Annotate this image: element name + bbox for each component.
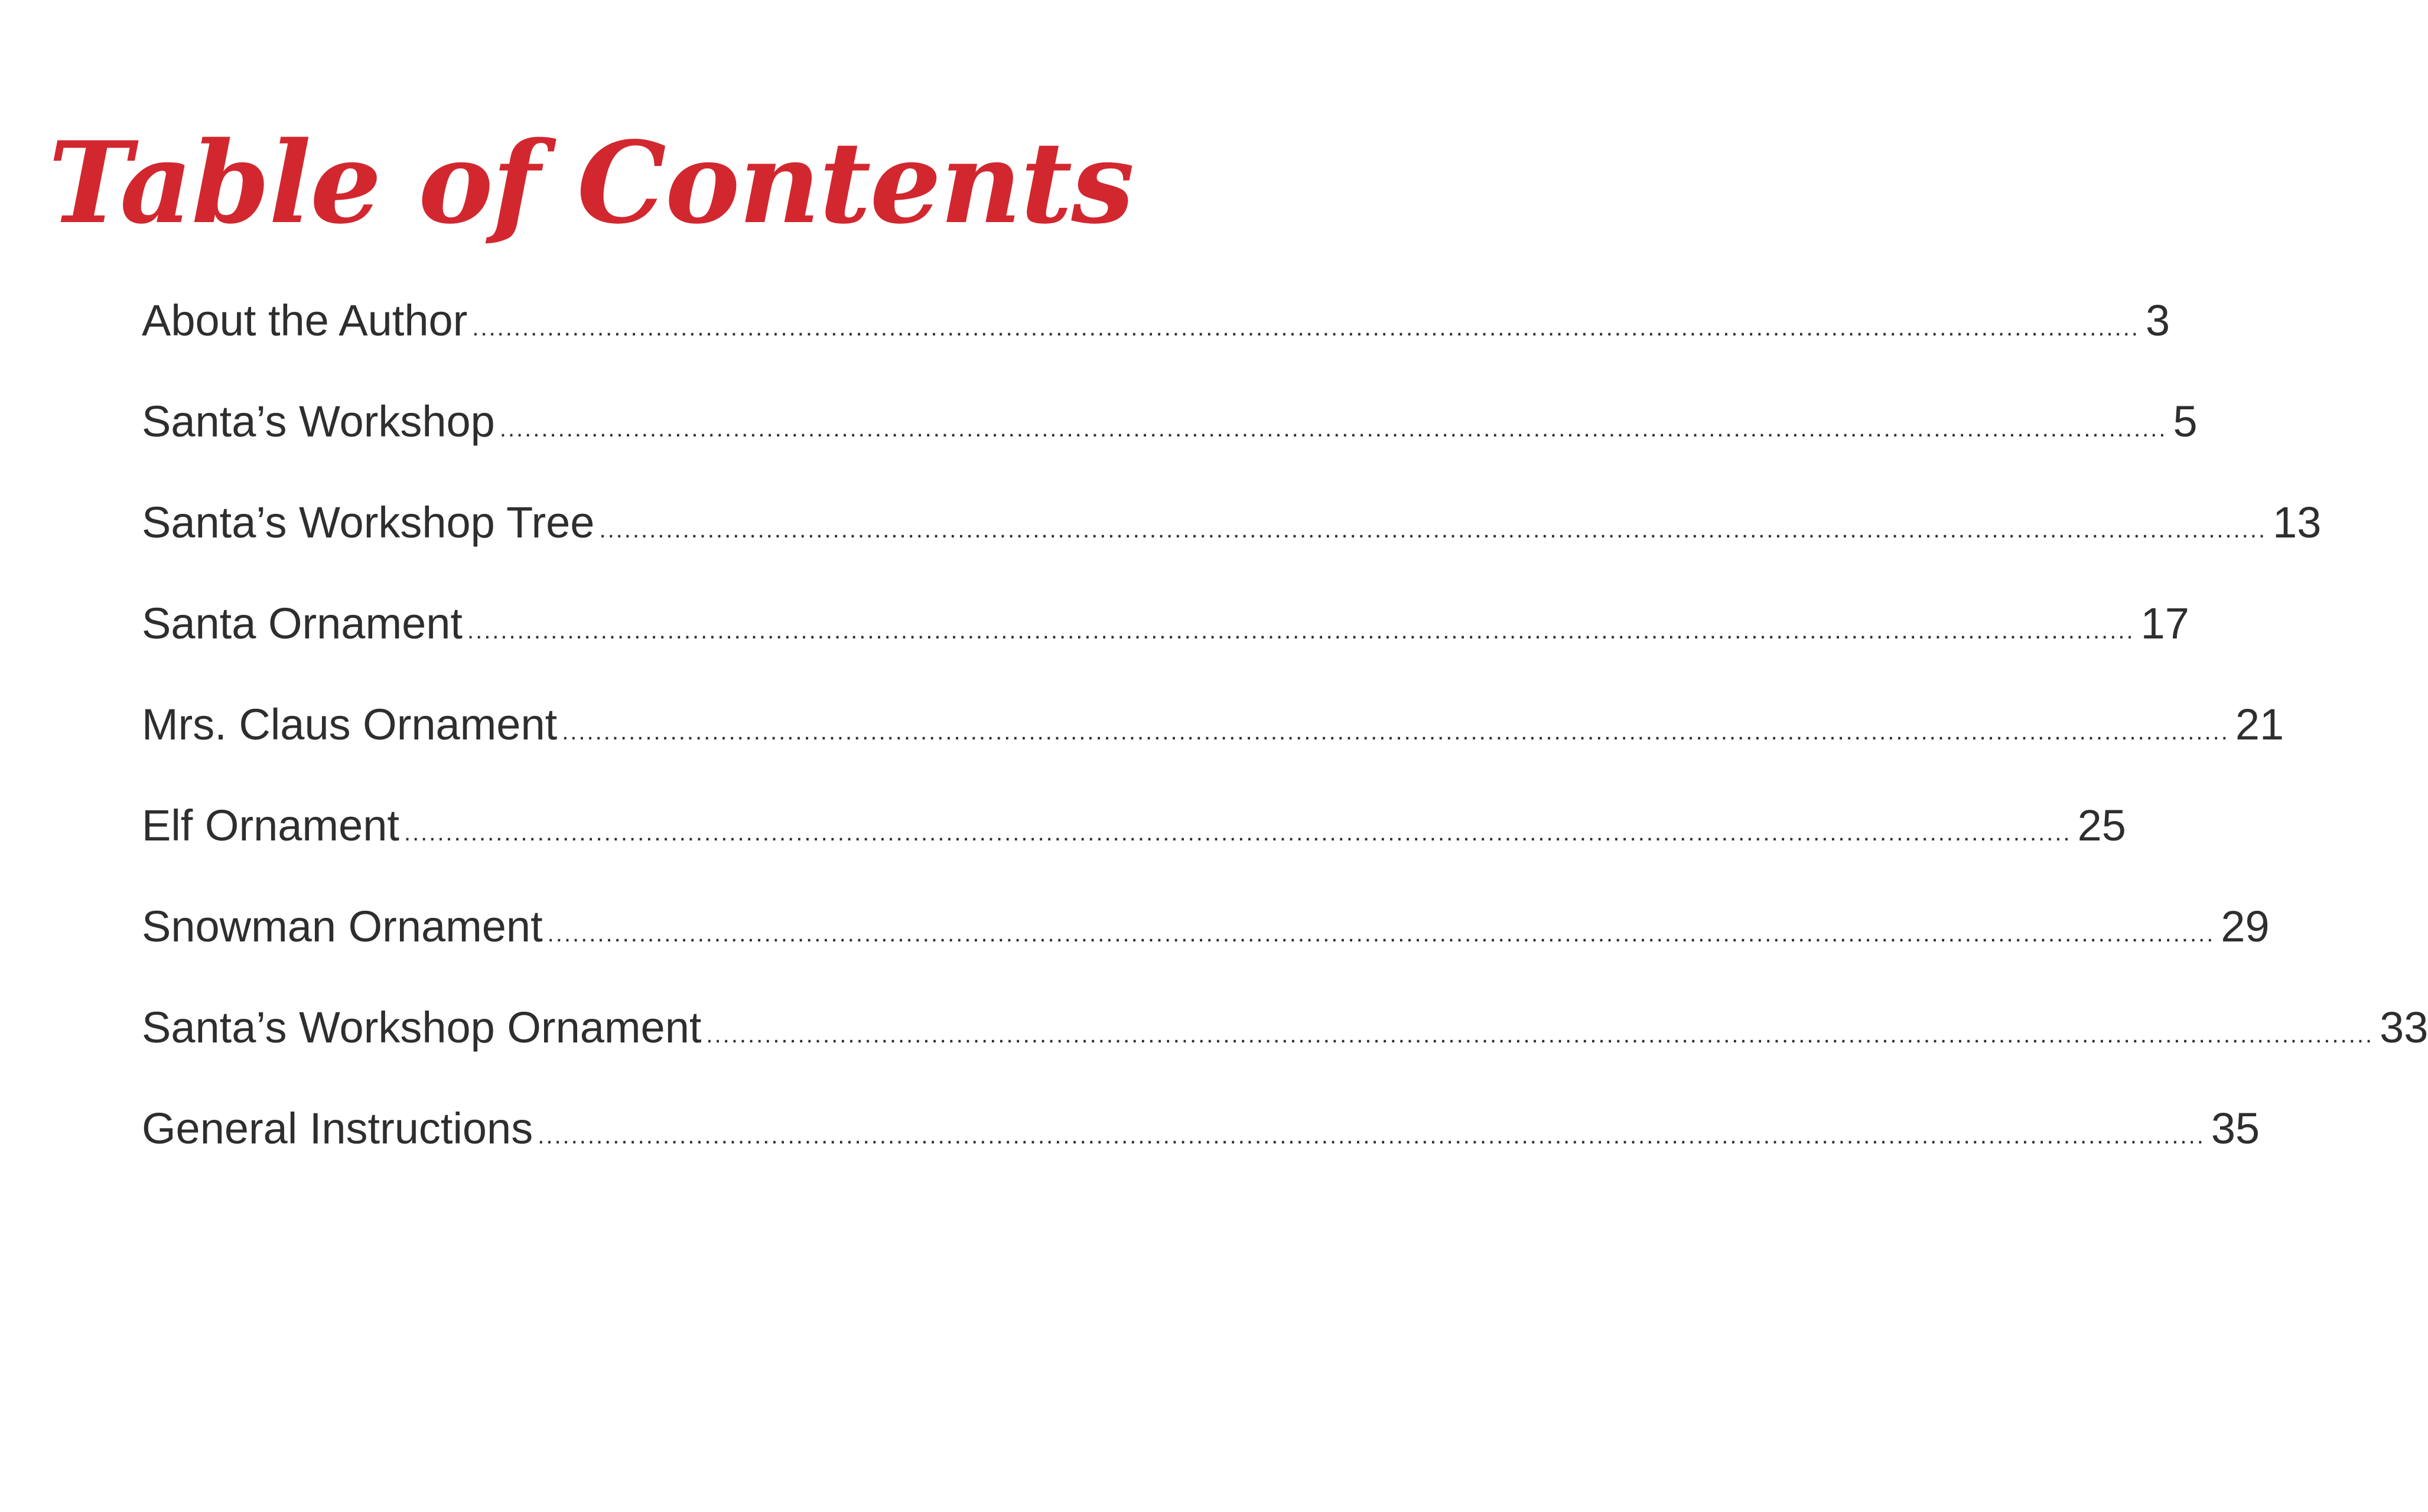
toc-entry-page: 35 [2211, 1104, 2260, 1153]
toc-entry-page: 17 [2140, 599, 2189, 648]
page-title: Table of Contents [48, 117, 1134, 249]
toc-entry-label: Santa’s Workshop Tree [142, 498, 595, 547]
toc-entry [142, 598, 2189, 699]
dot-leader: ........................................................................................................................................................................................................ [562, 719, 2230, 745]
toc-entry [142, 497, 2322, 598]
toc-entry-page: 21 [2235, 700, 2284, 749]
toc-entry-page: 25 [2077, 801, 2126, 850]
toc-entry [142, 1002, 2428, 1103]
dot-leader: ........................................................................................................................................................................................................ [599, 517, 2267, 543]
toc-entry-page: 3 [2145, 296, 2170, 345]
toc-entry [142, 699, 2284, 800]
dot-leader: ........................................................................................................................................................................................................ [403, 820, 2072, 846]
dot-leader: ........................................................................................................................................................................................................ [706, 1022, 2374, 1048]
toc-entry-label: Elf Ornament [142, 801, 399, 850]
toc-entry-label: Santa’s Workshop Ornament [142, 1003, 702, 1052]
toc-entry-label: Santa Ornament [142, 599, 463, 648]
toc-entry [142, 396, 2198, 497]
toc-entry [142, 1103, 2260, 1204]
toc-entry [142, 800, 2126, 901]
dot-leader: ........................................................................................................................................................................................................ [467, 618, 2135, 644]
toc-entry-label: Snowman Ornament [142, 902, 543, 951]
toc-entry-label: Santa’s Workshop [142, 397, 495, 446]
toc-entry [142, 901, 2270, 1002]
toc-entry-label: About the Author [142, 296, 468, 345]
table-of-contents [142, 295, 2428, 1204]
dot-leader: ........................................................................................................................................................................................................ [538, 1123, 2205, 1149]
toc-entry-label: Mrs. Claus Ornament [142, 700, 558, 749]
toc-entry-page: 29 [2221, 902, 2270, 951]
dot-leader: ........................................................................................................................................................................................................ [472, 315, 2140, 341]
dot-leader: ........................................................................................................................................................................................................ [547, 921, 2215, 947]
dot-leader: ........................................................................................................................................................................................................ [499, 416, 2167, 442]
toc-entry [142, 295, 2170, 396]
toc-entry-page: 5 [2173, 397, 2198, 446]
toc-entry-page: 33 [2380, 1003, 2428, 1052]
toc-entry-page: 13 [2273, 498, 2322, 547]
toc-entry-label: General Instructions [142, 1104, 533, 1153]
